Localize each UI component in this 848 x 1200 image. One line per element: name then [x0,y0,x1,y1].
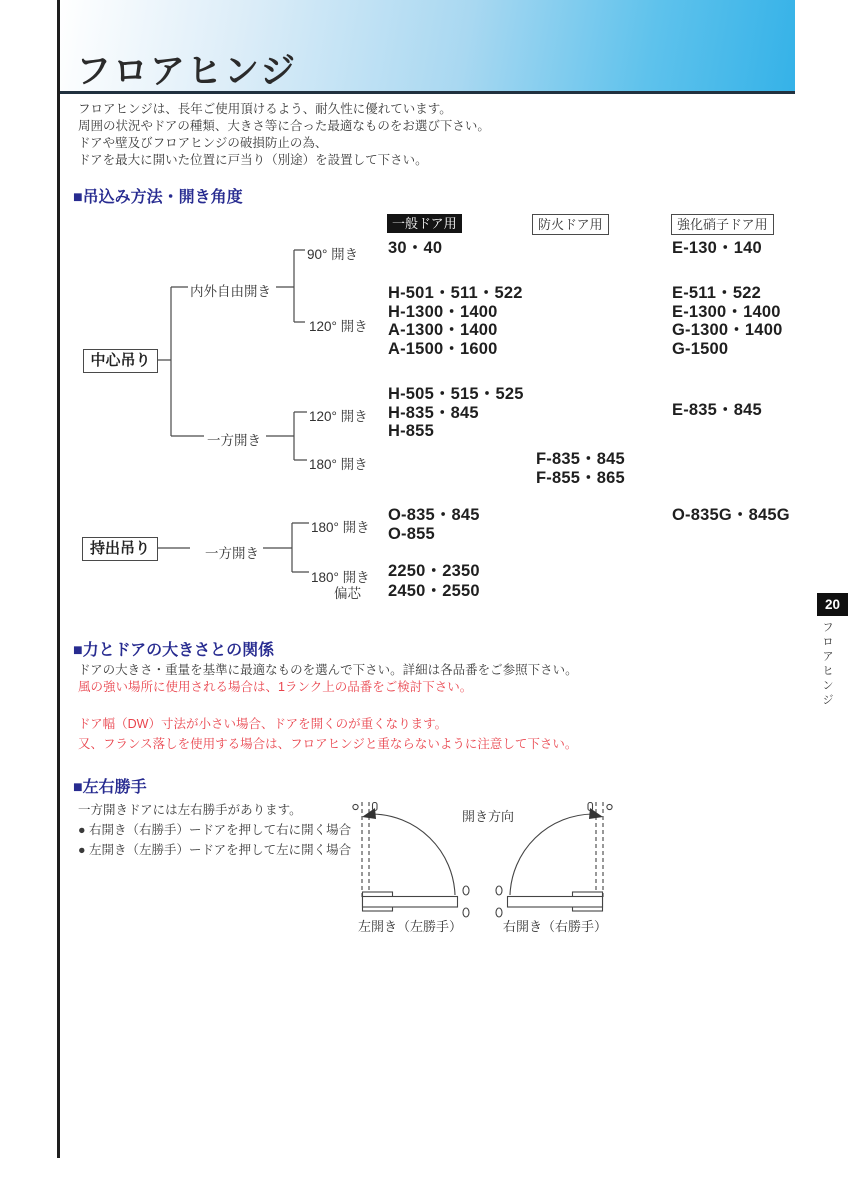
intro-line: ドアを最大に開いた位置に戸当り（別途）を設置して下さい。 [78,153,428,167]
eccentric-label: 偏芯 [334,586,361,601]
opening-direction-label: 開き方向 [462,809,515,824]
handing-body: 一方開きドアには左右勝手があります。 [78,803,302,817]
power-warning-flushbolt: 又、フランス落しを使用する場合は、フロアヒンジと重ならないように注意して下さい。 [78,737,578,751]
codes-glass-120-single: E-835・845 [672,401,762,419]
codes-general-120-free: H-501・511・522 H-1300・1400 A-1300・1400 A-1500・1600 [388,284,523,358]
angle-180-b: 180° 開き [311,520,370,535]
section-heading-hanging-method: ■吊込み方法・開き角度 [73,189,243,206]
codes-general-180-eccentric: 2250・2350 2450・2550 [388,562,480,600]
page-number-tab: 20 [817,593,848,616]
side-tab-label: フロアヒンジ [821,621,833,708]
codes-fire-180: F-835・845 F-855・865 [536,450,625,487]
right-opening-label: 右開き（右勝手） [503,919,608,934]
node-offset-hung: 持出吊り [82,537,158,561]
page-header [60,0,795,94]
section-heading-power-size: ■力とドアの大きさとの関係 [73,642,275,659]
intro-line: フロアヒンジは、長年ご使用頂けるよう、耐久性に優れています。 [78,102,452,116]
arrow-left-icon [362,808,376,819]
angle-90: 90° 開き [307,247,359,262]
power-body: ドアの大きさ・重量を基準に最適なものを選んで下さい。詳細は各品番をご参照下さい。 [78,663,578,677]
left-rule [57,0,60,1158]
angle-120-b: 120° 開き [309,409,368,424]
power-warning-width: ドア幅（DW）寸法が小さい場合、ドアを開くのが重くなります。 [78,717,448,731]
column-header-tempered-glass-door: 強化硝子ドア用 [671,214,774,235]
angle-120-a: 120° 開き [309,319,368,334]
column-header-general-door: 一般ドア用 [387,214,462,233]
column-header-fire-door: 防火ドア用 [532,214,609,235]
section-heading-handing: ■左右勝手 [73,779,147,796]
handing-bullet-right: ● 右開き（右勝手）ードアを押して右に開く場合 [78,823,352,837]
angle-180-c: 180° 開き [311,570,370,585]
page-title: フロアヒンジ [76,52,298,91]
codes-general-90: 30・40 [388,239,443,257]
codes-glass-90: E-130・140 [672,239,762,257]
branch-single-swing-1: 一方開き [207,433,261,448]
handing-bullet-left: ● 左開き（左勝手）ードアを押して左に開く場合 [78,843,352,857]
intro-line: ドアや壁及びフロアヒンジの破損防止の為、 [78,136,328,150]
intro-paragraph [78,101,490,169]
angle-180-a: 180° 開き [309,457,368,472]
power-warning-wind: 風の強い場所に使用される場合は、1ランク上の品番をご検討下さい。 [78,680,473,694]
codes-general-180-offset: O-835・845 O-855 [388,506,480,543]
branch-single-swing-2: 一方開き [205,546,259,561]
arrow-right-icon [589,808,603,819]
codes-glass-120-free: E-511・522 E-1300・1400 G-1300・1400 G-1500 [672,284,783,358]
branch-double-swing: 内外自由開き [190,284,271,299]
left-opening-label: 左開き（左勝手） [358,919,463,934]
codes-general-120-single: H-505・515・525 H-835・845 H-855 [388,385,524,440]
intro-line: 周囲の状況やドアの種類、大きさ等に合った最適なものをお選び下さい。 [78,119,490,133]
node-center-hung: 中心吊り [83,349,158,373]
codes-glass-180-offset: O-835G・845G [672,506,790,524]
